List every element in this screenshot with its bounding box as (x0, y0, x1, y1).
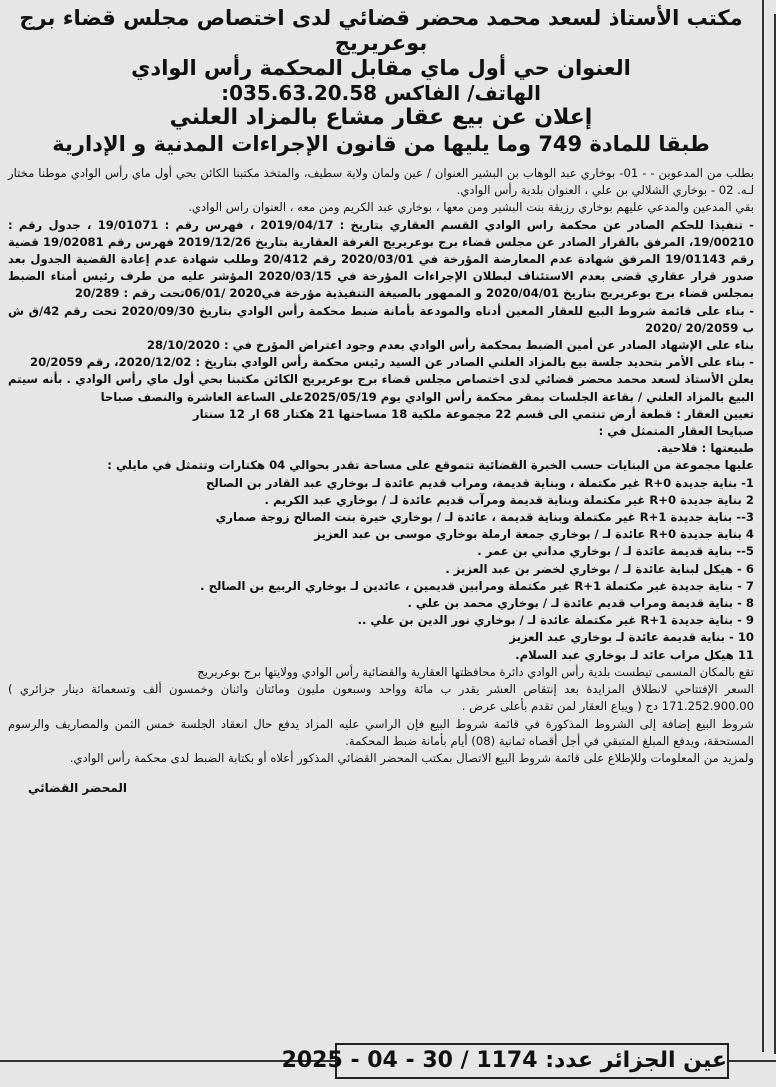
list-item: 11 هيكل مراب عائد لـ بوخاري عبد السلام. (515, 647, 754, 662)
list-item: 10 - بناية قديمة عائدة لـ بوخاري عبد العزيز (509, 630, 754, 645)
signature: المحضر القضائي (28, 781, 128, 796)
sale-conditions-reference: - بناء على قائمة شروط البيع للعقار المعين أدناه والمودعة بأمانة ضبط محكمة رأس الوادي بتاريخ 2020/09/30 تحت رقم 42/ق ش ب 20/2059 /2020 (8, 303, 755, 335)
list-item: 1- بناية جديدة R+0 غير مكتملة ، وبناية قديمة، ومراب قديم عائدة لـ بوخاري عبد القادر بن الصالح (205, 475, 754, 490)
announcement-title: إعلان عن بيع عقار مشاع بالمزاد العلني (169, 105, 593, 130)
office-address: العنوان حي أول ماي مقابل المحكمة رأس الوادي (131, 56, 631, 80)
contact-information: ولمزيد من المعلومات وللإطلاع على قائمة شروط البيع الاتصال بمكتب المحضر القضائي المذكور أعلاه أو بكتابة الضبط لدى محكمة رأس الوادي. (69, 750, 754, 765)
publication-reference: عين الجزائر عدد: 1174 / 30 - 04 - 2025 (335, 1043, 729, 1079)
other-parties: بقي المدعين والمدعي عليهم بوخاري رزيقة بنت البشير ومن معها ، بوخاري عبد الكريم ومن معه ، العنوان راس الوادي. (188, 200, 754, 215)
buildings-list (8, 475, 754, 664)
opening-price: السعر الإفتتاحي لانطلاق المزايدة بعد إنتقاص العشر يقدر ب مائة وواحد وسبعون مليون ومائتان واثنان وخمسون ألف وتسعمائة دينار جزائري ) 171.252.900.00 دج ( ويباع العقار لمن تقدم بأعلى عرض . (8, 682, 754, 714)
requesting-parties: بطلب من المدعوين - - 01- بوخاري عبد الوهاب بن البشير العنوان / عين ولمان ولاية سطيف، والمتخذ مكتبنا الكائن بحي أول ماي رأس الوادي موطنا مختار لـه. 02 - بوخاري الشلالي بن علي ، العنوان بلدية رأس الوادي. (8, 166, 754, 198)
list-item: 7 - بناية جديدة غير مكتملة R+1 غير مكتملة ومرابين قديمين ، عائدين لـ بوخاري الربيع بن الصالح . (200, 578, 754, 593)
list-item: 2 بناية جديدة R+0 غير مكتملة وبناية قديمة ومرآب قديم عائدة لـ / بوخاري عبد الكريم . (264, 492, 754, 507)
list-item: 6 - هيكل لبناية عائدة لـ / بوخاري لخضر بن عبد العزيز . (445, 561, 754, 576)
reference-line (0, 1040, 776, 1080)
list-item: 8 - بناية قديمة ومراب قديم عائدة لـ / بوخاري محمد بن علي . (407, 596, 754, 611)
notice-header (8, 6, 754, 157)
office-phone: الهاتف/ الفاكس 035.63.20.58: (221, 81, 541, 105)
property-intro: صبايحا العقار المتمثل في : (598, 424, 754, 439)
property-nature: طبيعتها : فلاحية. (656, 441, 754, 456)
no-objection-certificate: بناء على الإشهاد الصادر عن أمين الضبط بمحكمة رأس الوادي بعدم وجود اعتراض المؤرخ في : 28/10/2020 (146, 338, 754, 353)
auction-announcement: يعلن الأستاذ لسعد محمد محضر قضائي لدى اختصاص مجلس قضاء برج بوعريريج الكائن مكتبنا بحي أول ماي رأس الوادي . بأنه سيتم البيع بالمزاد العلني / بقاعة الجلسات بمقر محكمة رأس الوادي يوم 2025/05/19على الساعة العاشرة والنصف صباحا (8, 372, 754, 404)
notice-body (8, 165, 754, 767)
bailiff-office-title: مكتب الأستاذ لسعد محمد محضر قضائي لدى اختصاص مجلس قضاء برج بوعريريج (19, 6, 743, 55)
list-item: 5-- بناية قديمة عائدة لـ / بوخاري مداني بن عمر . (477, 544, 754, 559)
court-judgment: - تنفيذا للحكم الصادر عن محكمة راس الوادي القسم العقاري بتاريخ : 2019/04/17 ، فهرس رقم : 19/01071 ، جدول رقم : 19/00210، المرفق بالقرار الصادر عن مجلس قضاء برج بوعريريج الغرفة العقارية بتاريخ 2019/12/26 فهرس رقم 19/02081 قضية رقم 19/01143 المرفق شهادة عدم المعارضة المؤرخة في 2020/03/01 رقم 20/412 وطلب شهادة عدم إعادة القضية الجدول بعد صدور قرار عقاري قضى بعدم الاستئناف لبطلان الإجراءات المؤرخة في 2020/03/15 المؤشر عليه من طرف رئيس أمناء الضبط بمجلس قضاء برج بوعريريج بتاريخ 2020/04/01 و الممهور بالصيغة التنفيذية مؤرخة في2020 /06/01تحت رقم : 20/289 (8, 217, 755, 301)
reference-rule-right (727, 1060, 776, 1062)
list-item: 3-- بناية جديدة R+1 غير مكتملة وبناية قديمة ، عائدة لـ / بوخاري خيرة بنت الصالح زوجة صماري (215, 510, 754, 525)
auction-order: - بناء على الأمر بتحديد جلسة بيع بالمزاد العلني الصادر عن السيد رئيس محكمة رأس الوادي بتاريخ : 2020/12/02، رقم 20/2059 (30, 355, 754, 370)
list-item: 4 بناية جديدة R+0 عائدة لـ / بوخاري جمعة ارملة بوخاري موسى بن عبد العزيز (314, 527, 754, 542)
list-item: 9 - بناية جديدة R+1 غير مكتملة عائدة لـ / بوخاري نور الدين بن علي .. (357, 613, 754, 628)
property-location: تقع بالمكان المسمى تيطست بلدية رأس الوادي دائرة محافظتها العقارية والقضائية رأس الوادي وولايتها برج بوعريريج (197, 664, 754, 679)
payment-conditions: شروط البيع إضافة إلى الشروط المذكورة في قائمة شروط البيع فإن الراسي عليه المزاد يدفع حال انعقاد الجلسة خمس الثمن والمصاريف والرسوم المستحقة، ويدفع المبلغ المتبقي في أجل أقصاه ثمانية (08) أيام بأمانة ضبط المحكمة. (8, 716, 754, 748)
buildings-intro: عليها مجموعة من البنايات حسب الخبرة القضائية تتموقع على مساحة تقدر بحوالي 04 هكتارات وتتمثل في مايلي : (107, 458, 754, 473)
property-designation: تعيين العقار : قطعة أرض تنتمي الى قسم 22 مجموعة ملكية 18 مساحتها 21 هكتار 68 ار 12 سنتار (192, 406, 754, 421)
legal-basis: طبقا للمادة 749 وما يليها من قانون الإجراءات المدنية و الإدارية (52, 132, 710, 156)
